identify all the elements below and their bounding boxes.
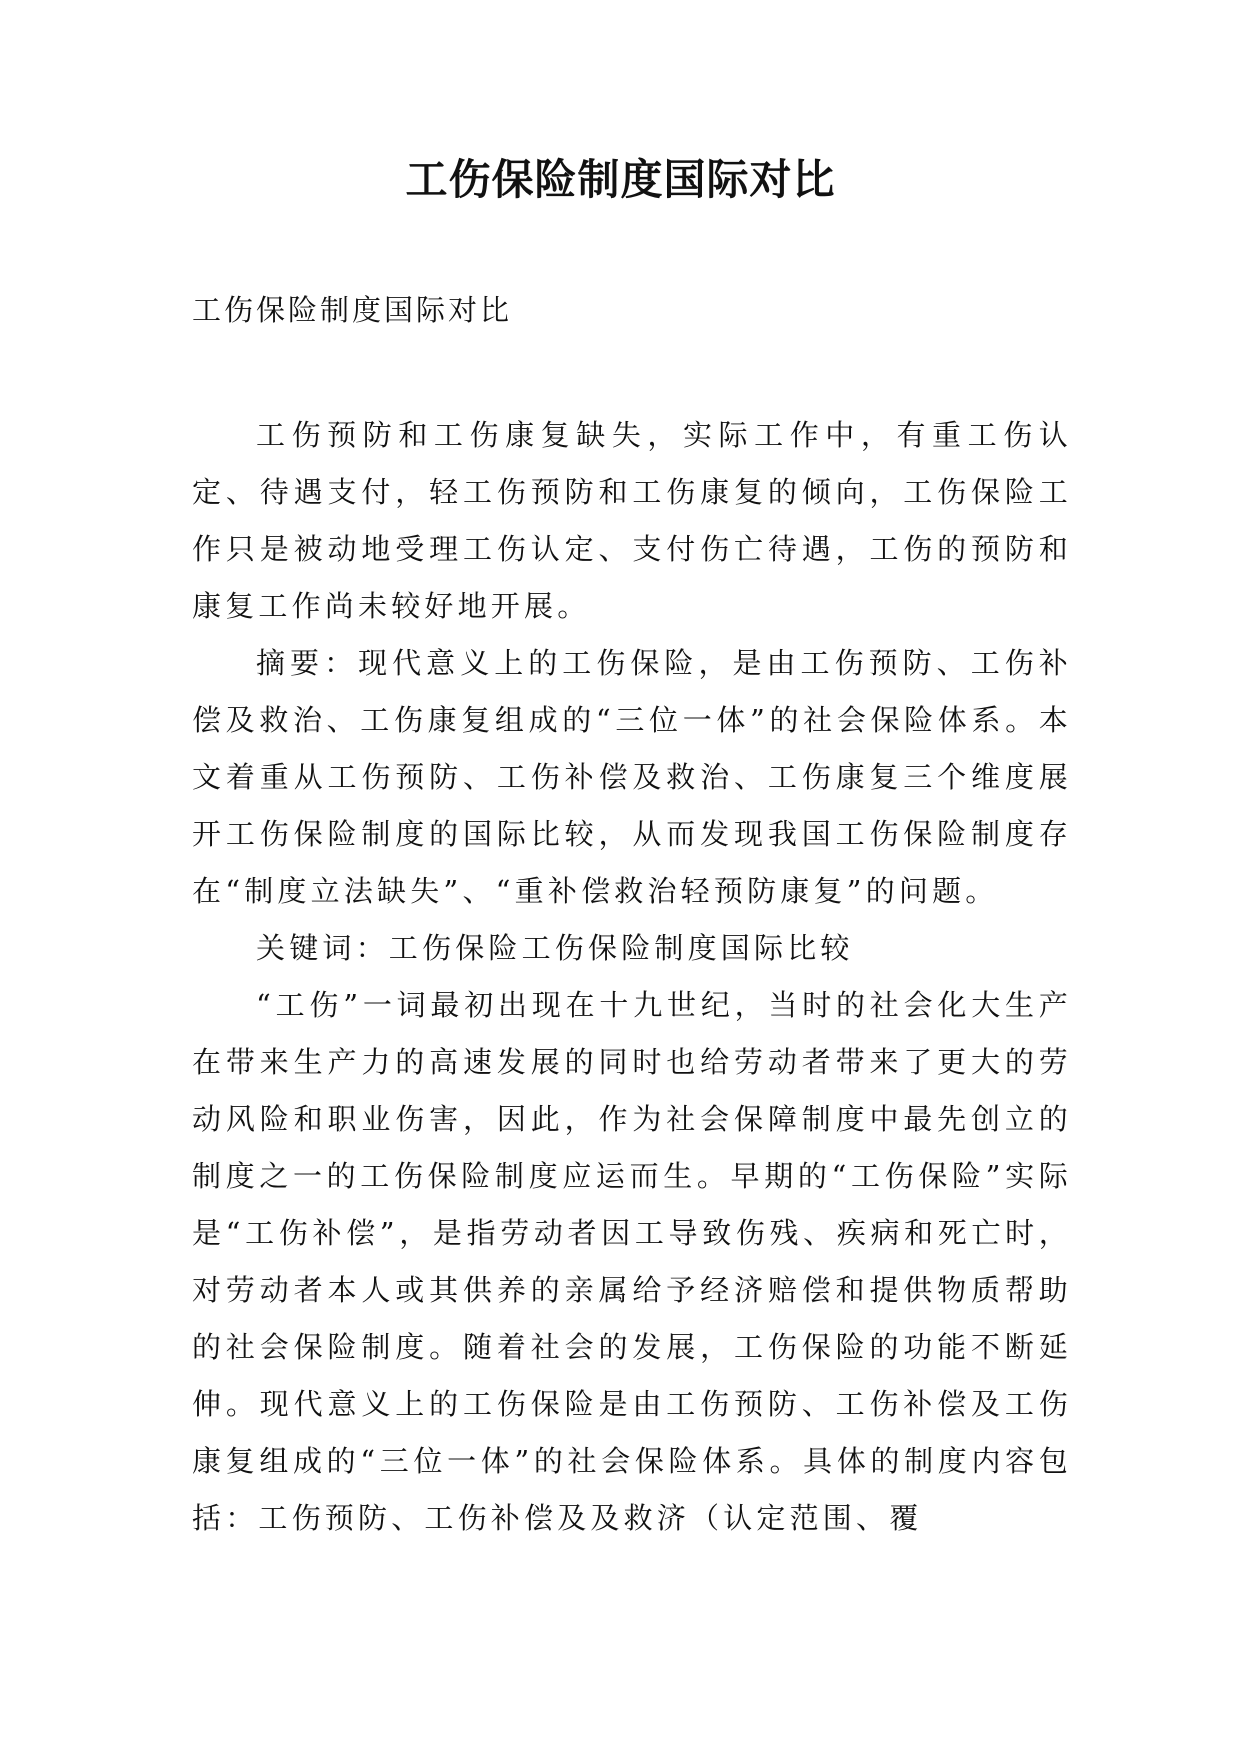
document-title: 工伤保险制度国际对比 — [405, 155, 836, 204]
document-subtitle: 工伤保险制度国际对比 — [192, 293, 513, 327]
paragraph-intro: 工伤预防和工伤康复缺失，实际工作中，有重工伤认定、待遇支付，轻工伤预防和工伤康复的倾向，工伤保险工作只是被动地受理工伤认定、支付伤亡待遇，工伤的预防和康复工作尚未较好地开展。 — [192, 418, 1072, 623]
paragraph-history: “工伤”一词最初出现在十九世纪，当时的社会化大生产在带来生产力的高速发展的同时也给劳动者带来了更大的劳动风险和职业伤害，因此，作为社会保障制度中最先创立的制度之一的工伤保险制度应运而生。早期的“工伤保险”实际是“工伤补偿”，是指劳动者因工导致伤残、疾病和死亡时，对劳动者本人或其供养的亲属给予经济赔偿和提供物质帮助的社会保险制度。随着社会的发展，工伤保险的功能不断延伸。现代意义上的工伤保险是由工伤预防、工伤补偿及工伤康复组成的“三位一体”的社会保险体系。具体的制度内容包括：工伤预防、工伤补偿及及救济（认定范围、覆 — [192, 988, 1072, 1535]
paragraph-keywords: 关键词：工伤保险工伤保险制度国际比较 — [256, 931, 854, 965]
paragraph-abstract: 摘要：现代意义上的工伤保险，是由工伤预防、工伤补偿及救治、工伤康复组成的“三位一体”的社会保险体系。本文着重从工伤预防、工伤补偿及救治、工伤康复三个维度展开工伤保险制度的国际比较，从而发现我国工伤保险制度存在“制度立法缺失”、“重补偿救治轻预防康复”的问题。 — [192, 646, 1072, 908]
document-body — [192, 407, 1072, 1547]
